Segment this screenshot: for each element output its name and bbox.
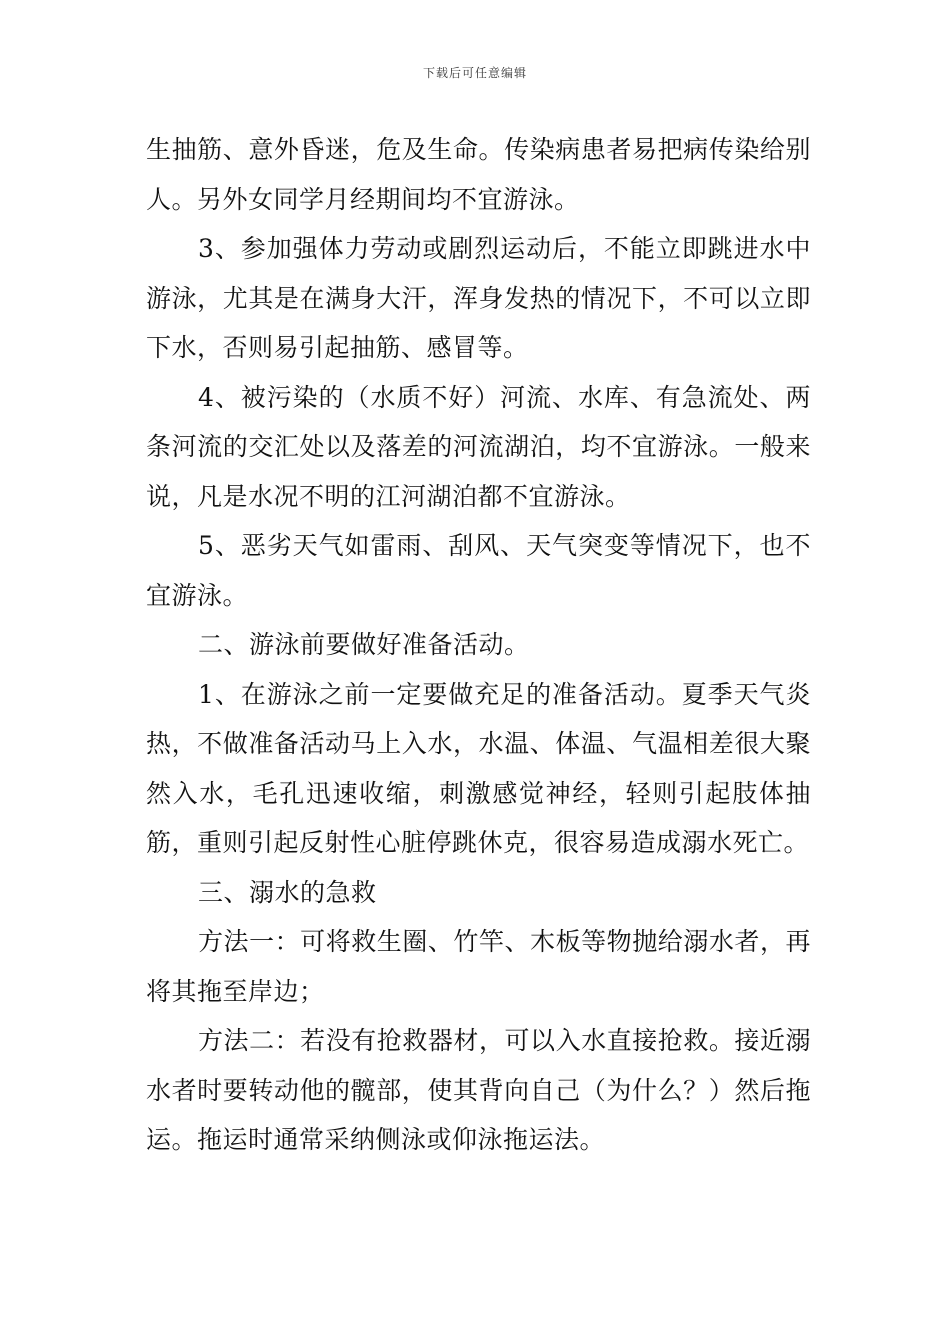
paragraph-method-2: 方法二：若没有抢救器材，可以入水直接抢救。接近溺水者时要转动他的髋部，使其背向自己（为什么？）然后拖运。拖运时通常采纳侧泳或仰泳拖运法。 bbox=[146, 1026, 811, 1154]
section-heading-3: 三、溺水的急救 bbox=[198, 877, 377, 907]
document-body bbox=[146, 125, 811, 1165]
paragraph-item-5: 5、恶劣天气如雷雨、刮风、天气突变等情况下，也不宜游泳。 bbox=[146, 531, 811, 610]
paragraph-warmup-1: 1、在游泳之前一定要做充足的准备活动。夏季天气炎热，不做准备活动马上入水，水温、体温、气温相差很大聚然入水，毛孔迅速收缩，刺激感觉神经，轻则引起肢体抽筋，重则引起反射性心脏停跳休克，很容易造成溺水死亡。 bbox=[146, 679, 811, 857]
paragraph-method-1: 方法一：可将救生圈、竹竿、木板等物抛给溺水者，再将其拖至岸边； bbox=[146, 927, 811, 1006]
section-heading-2: 二、游泳前要做好准备活动。 bbox=[198, 630, 530, 659]
paragraph-item-4: 4、被污染的（水质不好）河流、水库、有急流处、两条河流的交汇处以及落差的河流湖泊，均不宜游泳。一般来说，凡是水况不明的江河湖泊都不宜游泳。 bbox=[146, 382, 811, 511]
page-header: 下载后可任意编辑 bbox=[422, 66, 527, 80]
paragraph-item-3: 3、参加强体力劳动或剧烈运动后，不能立即跳进水中游泳，尤其是在满身大汗，浑身发热的情况下，不可以立即下水，否则易引起抽筋、感冒等。 bbox=[146, 234, 811, 362]
paragraph-continuation: 生抽筋、意外昏迷，危及生命。传染病患者易把病传染给别人。另外女同学月经期间均不宜游泳。 bbox=[146, 135, 811, 214]
